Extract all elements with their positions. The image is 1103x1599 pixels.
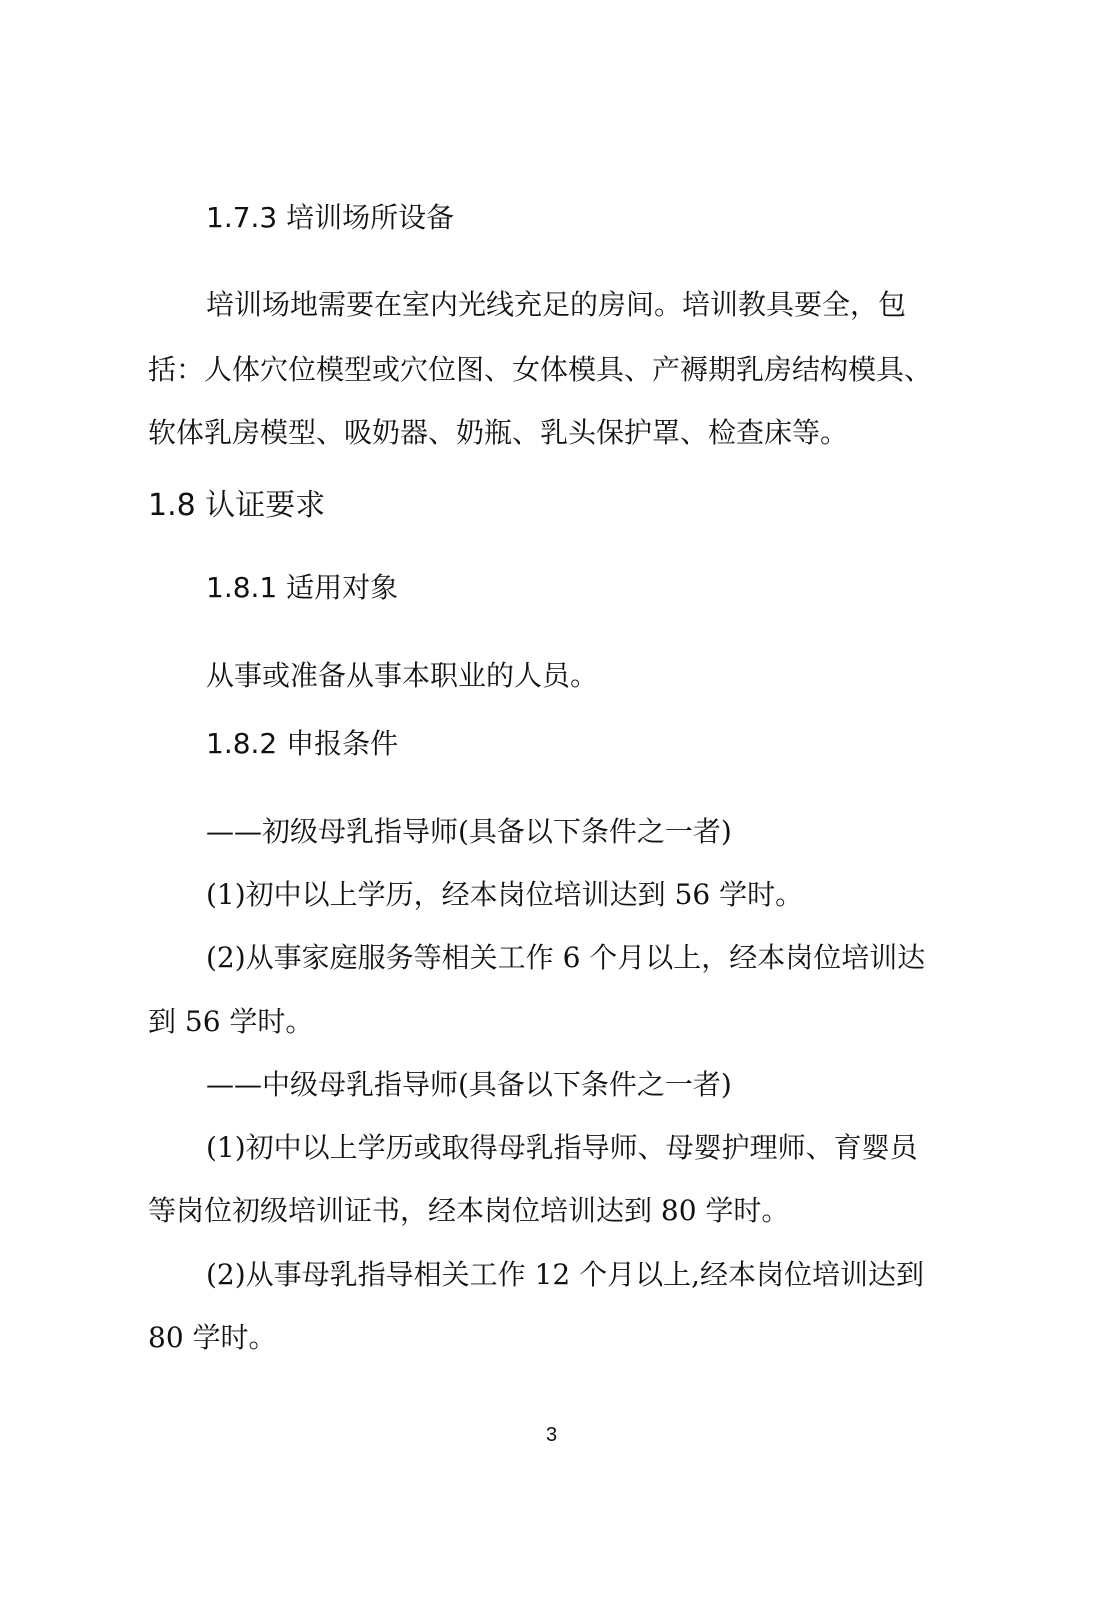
condition-item: (2)从事家庭服务等相关工作 6 个月以上，经本岗位培训达 bbox=[206, 941, 926, 974]
condition-item: (2)从事母乳指导相关工作 12 个月以上,经本岗位培训达到 bbox=[206, 1258, 924, 1291]
condition-item: (1)初中以上学历，经本岗位培训达到 56 学时。 bbox=[206, 878, 804, 911]
section-heading-1-8-1: 1.8.1 适用对象 bbox=[206, 571, 399, 604]
level-heading-intermediate: ——中级母乳指导师(具备以下条件之一者) bbox=[206, 1068, 732, 1101]
section-heading-1-7-3: 1.7.3 培训场所设备 bbox=[206, 201, 455, 234]
level-heading-junior: ——初级母乳指导师(具备以下条件之一者) bbox=[206, 815, 732, 848]
condition-item-continued: 80 学时。 bbox=[148, 1321, 277, 1354]
page-number: 3 bbox=[545, 1424, 558, 1446]
section-heading-1-8-2: 1.8.2 申报条件 bbox=[206, 727, 399, 760]
condition-item-continued: 等岗位初级培训证书，经本岗位培训达到 80 学时。 bbox=[148, 1194, 790, 1227]
paragraph-line: 从事或准备从事本职业的人员。 bbox=[206, 659, 599, 692]
condition-item-continued: 到 56 学时。 bbox=[148, 1005, 314, 1038]
section-heading-1-8: 1.8 认证要求 bbox=[148, 488, 326, 523]
paragraph-line: 培训场地需要在室内光线充足的房间。培训教具要全，包 bbox=[206, 288, 907, 321]
condition-item: (1)初中以上学历或取得母乳指导师、母婴护理师、育婴员 bbox=[206, 1131, 918, 1164]
paragraph-line: 括：人体穴位模型或穴位图、女体模具、产褥期乳房结构模具、 bbox=[148, 353, 933, 386]
paragraph-line: 软体乳房模型、吸奶器、奶瓶、乳头保护罩、检查床等。 bbox=[148, 416, 849, 449]
